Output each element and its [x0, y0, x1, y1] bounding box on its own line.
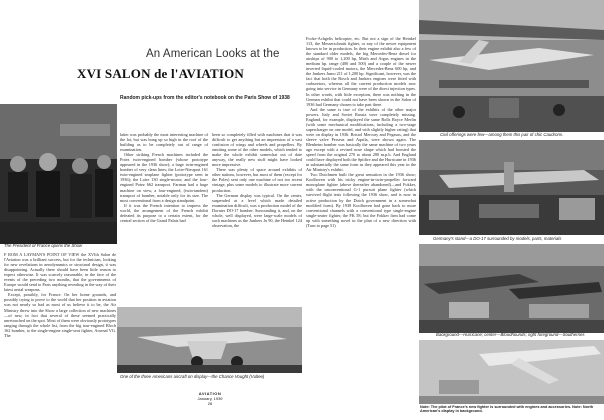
photo-hurricane-image: [419, 244, 604, 333]
body-column-4: [306, 36, 416, 420]
photo-germany-image: [419, 140, 604, 235]
caption-civil: Civil offerings were few—among them this pair of chic Caudrons.: [440, 132, 564, 137]
caption-one-of-three: One of the three Americans aircraft on display—the Chance Vought (Vultee): [120, 374, 265, 379]
body-paragraph: Two Dutchmen built the great sensation in the 1936 show; Koolhoven with his tricky engine-in-twin-propeller forward monoplane fighter (above thereafter abandoned)—and Fokker, with the unconventional G-1 pursuit plane fighter (which survived flight tests following the 1936 show, and is now in active production by the Dutch government in a somewhat modified form). By 1938 Koolhoven had gone back to more conventional channels with a conventional type single-engine single-seater fighter, the FK 58; but the Fokker firm had come up with something novel in the plan of a new direction with (Turn to page 51): [306, 172, 416, 228]
photo-civil-image: [419, 0, 604, 132]
photo-president-image: [0, 104, 117, 244]
photo-vought-image: [117, 307, 302, 373]
body-paragraph: latter was probably the most interesting machine of the lot, but was hung up so high in the roof of the building as to be completely out of range of examination.: [120, 132, 208, 153]
body-paragraph: The German display was typical. On the center, suspended at a level which made detailed examination difficult, was a production model of the Dornier DO-17 bomber. Surrounding it, and, on the whole, well displayed, were large-scale models of such machines as the Junkers Ju 90, the Heinkel 124 observation, the: [212, 192, 302, 228]
body-paragraph: been so completely filled with machines that it was difficult to get anything but an impression of a vast confusion of wings and wheels and propellers. By omitting some of the other models, which tended to make the whole exhibit somewhat out of date anyway, the really new stuff might have looked more impressive.: [212, 132, 302, 168]
article-title: XVI SALON de l'AVIATION: [77, 66, 245, 81]
folio-date: January, 1939: [197, 396, 223, 401]
photo-hurricane-display: [419, 244, 604, 333]
caption-germany: Germany's stand—a DO-17 surrounded by models, parts, materials: [433, 236, 562, 241]
photo-president-opens-show: [0, 104, 117, 244]
caption-background: Background—Hurricane; center—Bloodhounds; right foreground—Southernes: [436, 332, 585, 337]
photo-chance-vought: [117, 307, 302, 373]
photo-germany-stand: [419, 140, 604, 235]
caption-president: The President of France opens the Show: [4, 243, 83, 248]
body-paragraph: Focke-Achgelis helicopter, etc. But not a sign of the Heinkel 113, the Messerschmitt fighter, or any of the newer equipment known to be in production. In their engine exhibit also a few of the standard older models, the big Mercedes-Benz diesel for airships of 900 to 1,200 hp, Mirth and Argus engines in the medium hp. range (400 and 500) and a couple of the newer inverted liquid-cooled motors, the Mercedes-Benz 600 hp, and the Junkers Jumo 211 of 1,200 hp. Significant, however, was the fact that both the Bosch and Junkers engines were fitted with carburetors, whereas all the current production models now going into service in Germany were of the direct injection types. In other words, with little exception, there was nothing in the German exhibit that could not have been shown in the Salon of 1936 had Germany chosen to take part there.: [306, 36, 416, 107]
caption-note: Note: The pilot of France's new fighter is surrounded with engines and accessories. Note: North American's display in background.: [420, 405, 594, 414]
photo-civil-caudrons: [419, 0, 604, 132]
article-kicker: An American Looks at the: [146, 48, 280, 60]
article-dek: Random pick-ups from the editor's notebook on the Paris Show of 1938: [120, 95, 290, 101]
photo-fighter-engines: [419, 340, 604, 404]
body-paragraph: Except, possibly, for France. On her home grounds, and possibly trying to prove to the world that her position in aviation was not nearly so bad as most of us believe it to be, the Air Ministry threw into the Show a large collection of new machines—of new, in fact that several of these seemed practically unretouched on the spot. Most of them were obviously prototypes ranging through the whole list, from the big tour-engined Bloch 162 bomber, to the single-engine single-seat fighter, Arsenal VG. The: [4, 292, 116, 338]
body-paragraph: Other striking French machines included the Potez twin-engined bomber (whose prototype appeared in the 1936 show); a large twin-engined bomber of very clean lines; the Loire-Nieuport 161 twin-engined seaplane fighter (prototype seen in 1936); the Loire 130 single-motor; and the four-engined Potez 662 transport. Farman had a huge machine on view, a four-engined, (twin-tandem) transport of bomber, notable only for its size. The most conventional from a design standpoint.: [120, 152, 208, 203]
body-paragraph: And the same is true of the exhibits of the other major powers. Italy and Soviet Russia were completely missing. England, for example, displayed the same Rolls Royce Merlin (with some mechanical modifications, including a two-stage supercharger on one model, and with slightly higher rating) that were on display in 1936. Bristol Mercury and Pegasus, and the sleeve valve Perseus and Aquila, were shown again. The Blenheim bomber was basically the same machine of two years ago except with a revised nose shape which had boosted the speed from the original 270 to about 280 m.p.h. And England could have displayed both the Spitfire and the Hurricane in 1936 in substantially the same form as they appeared this year in the Air Ministry's exhibit.: [306, 106, 416, 173]
body-column-2: [120, 132, 208, 304]
body-paragraph: There was plenty of space around exhibits of other nations, however, but most of them (except for the Poles) sent only one machine of not too recent vintage, plus some models to illustrate more current production.: [212, 167, 302, 193]
folio-magazine: AVIATION: [198, 391, 222, 396]
body-column-1: [4, 252, 116, 417]
folio-page: 26: [207, 401, 213, 406]
page-folio: [186, 391, 234, 406]
body-column-3: [212, 132, 302, 304]
body-paragraph: If it was the French intention to impress the world, the arrangement of the French exhibit defeated its purpose to a certain extent, for the central section of the Grand Palais had: [120, 202, 208, 223]
body-paragraph: F ROM A LAYMAN'S POINT OF VIEW the XVIth Salon de l'Aviation was a brilliant success, but for the technician, looking for new revelations in aerodynamics or structural design, it was disappointing. Actually there should have been little reason to expect otherwise. It was scarcely reasonable, in the face of the events of the preceding two months, that the governments of Europe would send to Paris anything revealing in the way of their latest aerial weapons.: [4, 252, 116, 293]
photo-fighter-image: [419, 340, 604, 404]
